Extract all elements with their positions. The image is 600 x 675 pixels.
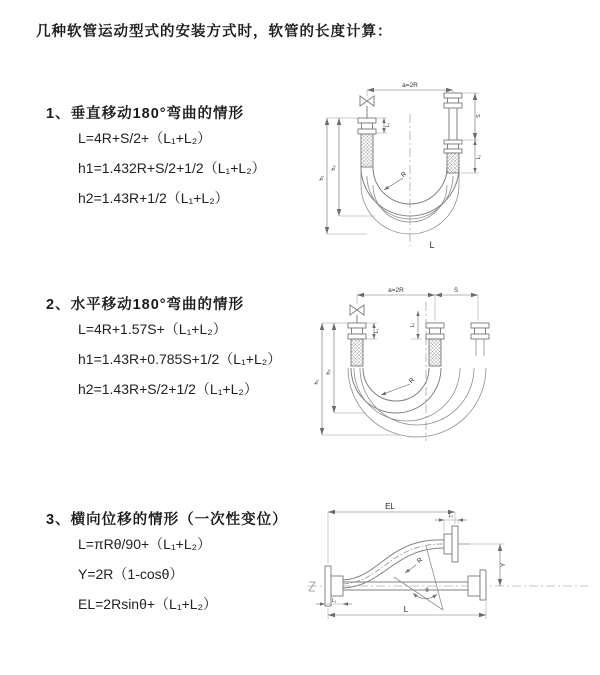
left-pipe-fitting <box>348 323 366 366</box>
dim-label-h2: h₂ <box>331 165 337 171</box>
dim-label-stroke: S <box>453 288 459 294</box>
dim-label-h2: h₂ <box>326 369 332 375</box>
theta-label: θ <box>425 588 429 594</box>
el-label: EL <box>385 502 395 511</box>
middle-pipe-fitting <box>426 323 444 366</box>
section-lateral-displacement <box>46 508 336 619</box>
formula-h1: h1=1.432R+S/2+1/2（L₁+L₂） <box>78 160 266 176</box>
length-label: L <box>403 604 409 614</box>
section-heading: 2、水平移动180°弯曲的情形 <box>46 297 245 313</box>
dim-label-width: a=2R <box>388 287 404 294</box>
radius-construction <box>394 546 443 610</box>
dim-label-h1: h₁ <box>319 175 325 181</box>
length-label: L <box>429 240 435 250</box>
formula-length: L=πRθ/90+（L₁+L₂） <box>78 536 212 552</box>
dim-label-fitting2: L₂ <box>410 322 416 328</box>
dim-label-h1: h₁ <box>314 379 320 385</box>
valve-icon <box>350 305 364 323</box>
dimension-lines <box>316 502 507 619</box>
left-pipe-fitting <box>358 118 376 167</box>
right-pipe-fitting <box>444 93 462 173</box>
dim-label-fitting2: L₂ <box>448 513 454 519</box>
radius-label: R <box>407 376 417 386</box>
formula-length: L=4R+S/2+（L₁+L₂） <box>78 130 212 146</box>
dim-label-fitting1: L₁ <box>374 328 380 334</box>
right-pipe-fitting <box>471 323 489 356</box>
formula-y: Y=2R（1-cosθ） <box>78 566 184 582</box>
dim-label-width: a=2R <box>402 82 418 89</box>
page-title: 几种软管运动型式的安装方式时，软管的长度计算： <box>36 24 393 40</box>
diagram-horizontal-180-bend <box>310 278 575 458</box>
displaced-hose <box>343 540 444 588</box>
formula-h2: h2=1.43R+S/2+1/2（L₁+L₂） <box>78 381 258 397</box>
dim-label-fitting1: L₁ <box>385 122 391 128</box>
formula-h2: h2=1.43R+1/2（L₁+L₂） <box>78 190 229 206</box>
formula-h1: h1=1.43R+0.785S+1/2（L₁+L₂） <box>78 351 282 367</box>
section-heading: 1、垂直移动180°弯曲的情形 <box>46 106 245 122</box>
offset-label: Y <box>500 562 507 568</box>
radius-label: R <box>415 556 425 566</box>
formula-length: L=4R+1.57S+（L₁+L₂） <box>78 321 227 337</box>
dim-label-stroke: S <box>476 114 482 118</box>
diagram-lateral-displacement <box>300 498 595 648</box>
section-horizontal-bend <box>46 293 336 404</box>
dim-label-fitting1: L₁ <box>331 598 337 604</box>
section-heading: 3、横向位移的情形（一次性变位） <box>46 512 288 528</box>
right-flange <box>468 570 486 600</box>
section-vertical-bend <box>46 102 336 213</box>
pipe-break-symbol <box>309 582 315 591</box>
hose-u-bend <box>348 368 486 437</box>
formula-el: EL=2Rsinθ+（L₁+L₂） <box>78 596 217 612</box>
valve-icon <box>360 96 374 118</box>
diagram-vertical-180-bend <box>315 70 550 265</box>
radius-label: R <box>399 170 409 180</box>
dim-label-fitting2: L₂ <box>476 154 482 160</box>
